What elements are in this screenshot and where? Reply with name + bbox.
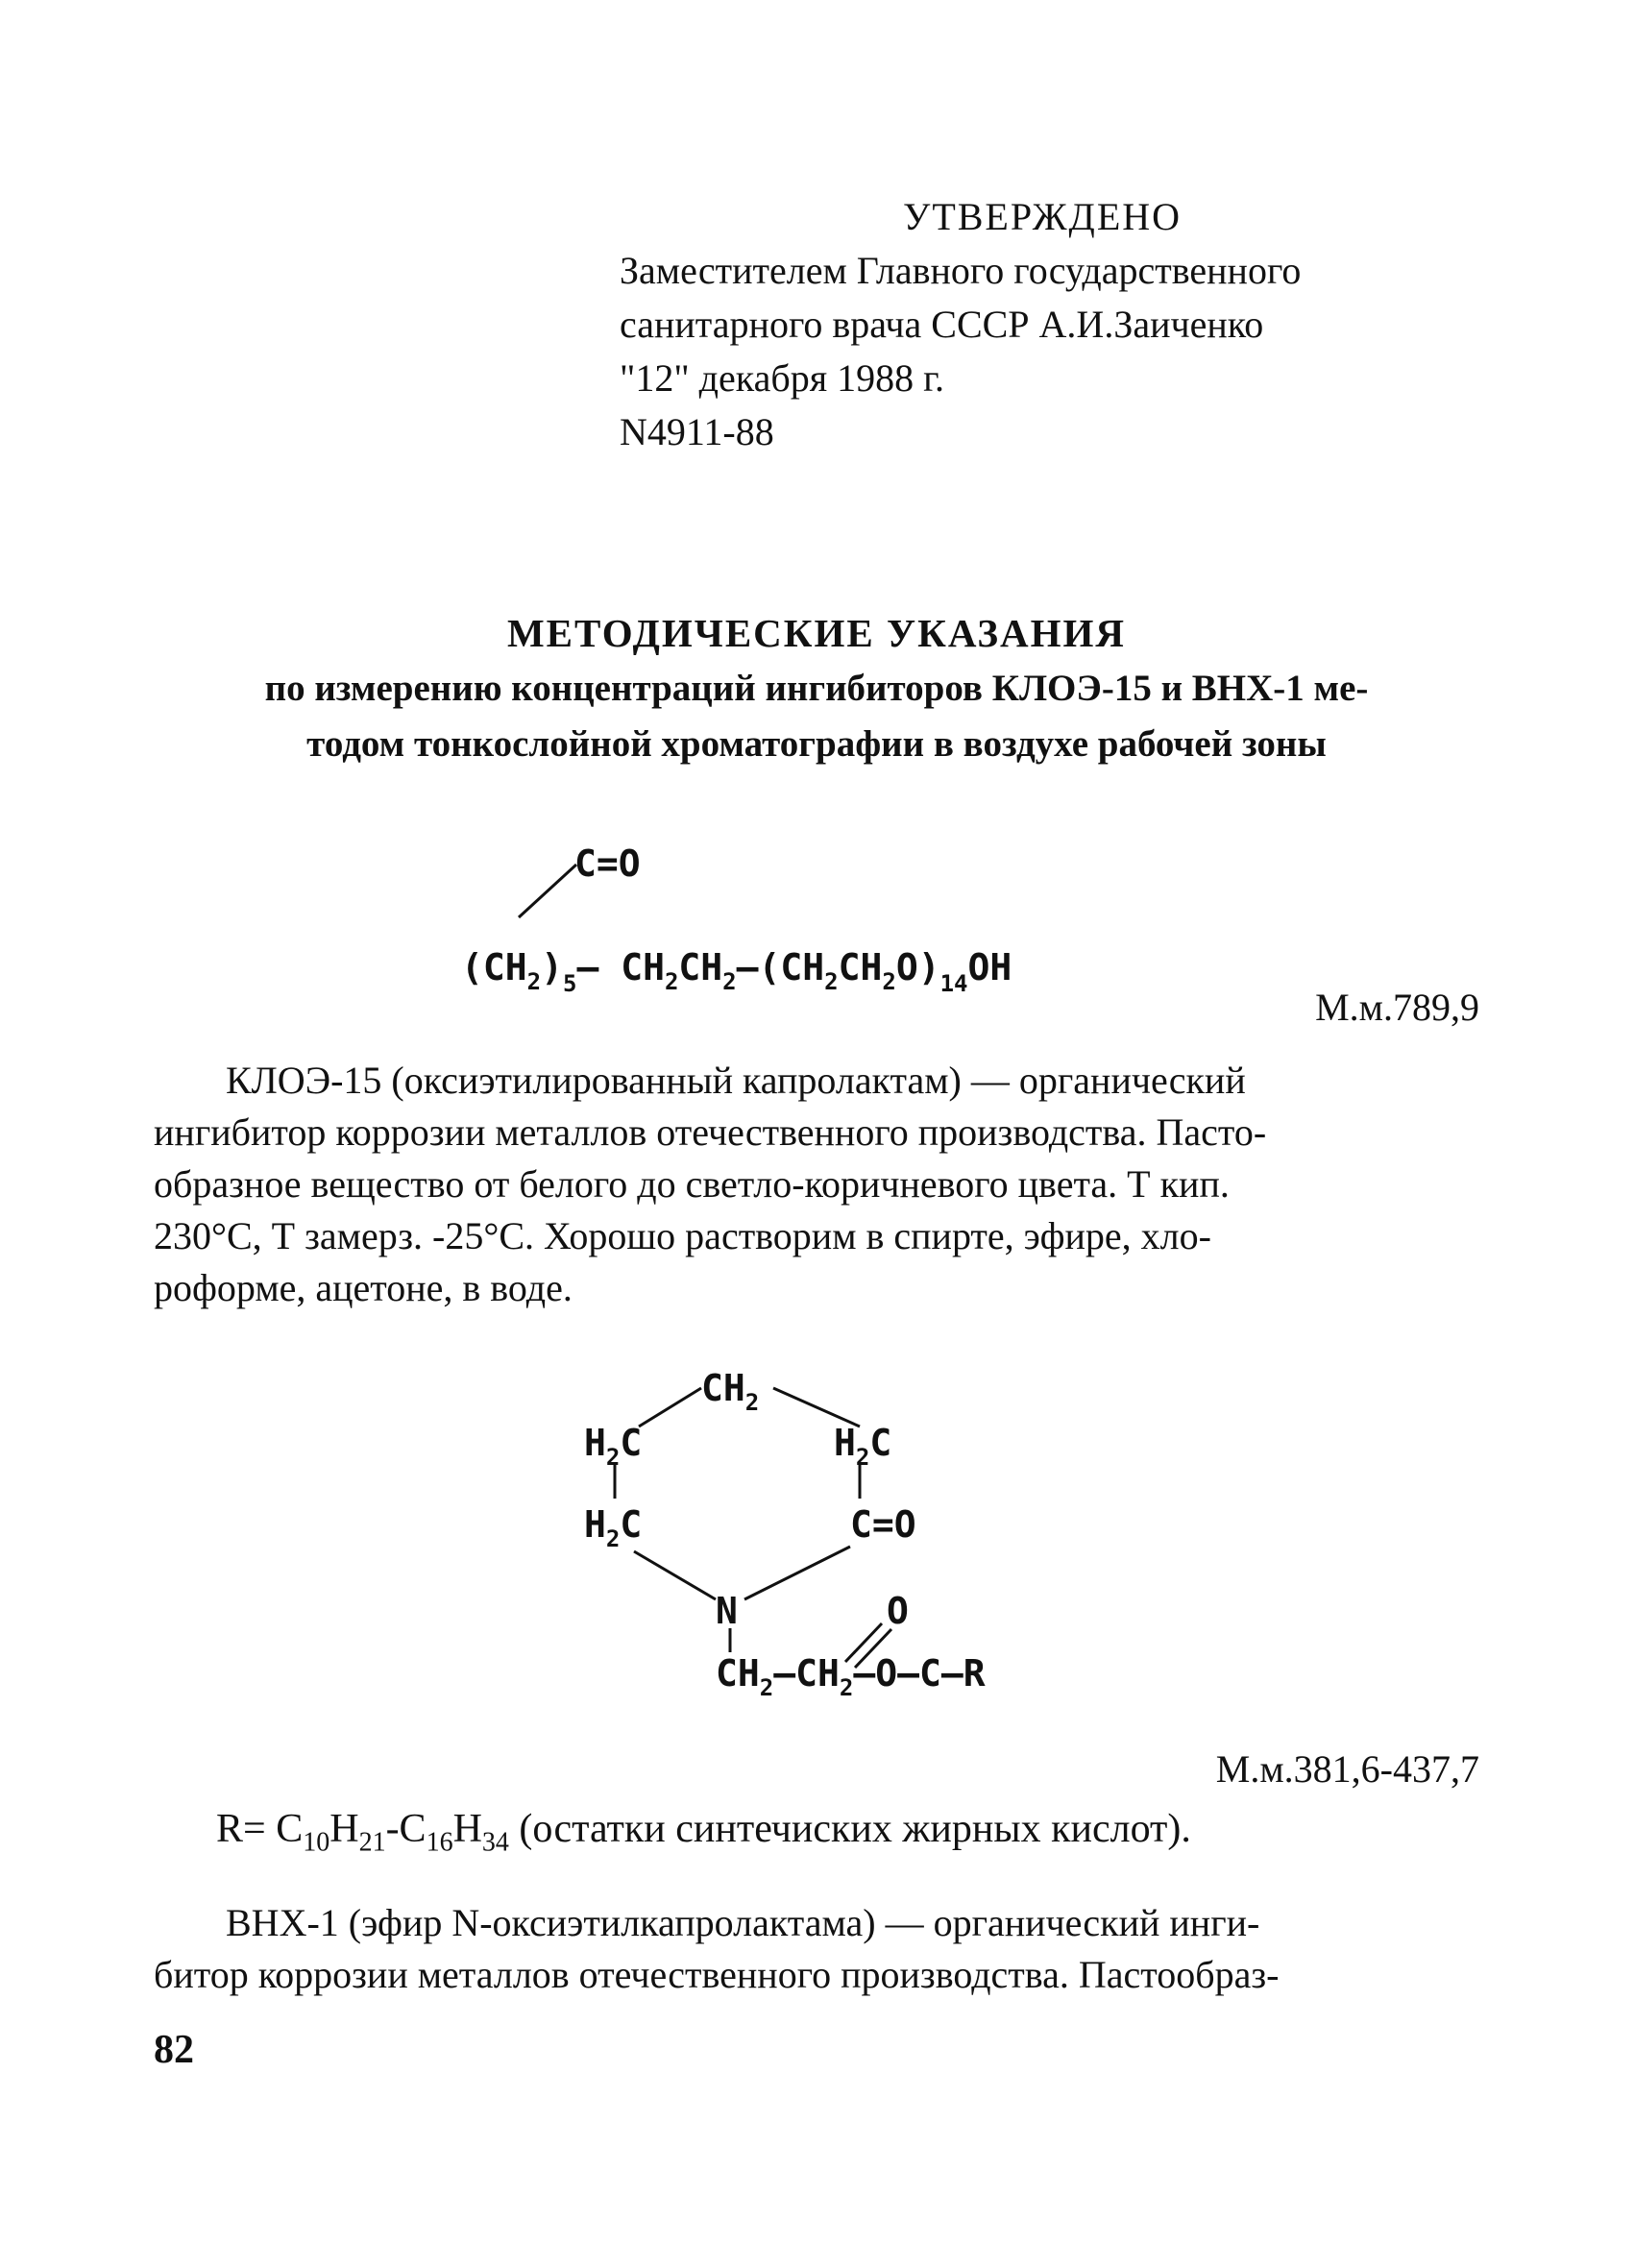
r-mid: -C (385, 1807, 427, 1851)
ring-top-ch: CH (701, 1367, 745, 1409)
paragraph-vnkh1 (154, 1897, 1479, 2001)
document-title (134, 605, 1499, 772)
paragraph1-line-1: КЛОЭ-15 (оксиэтилированный капролактам) — органический (226, 1059, 1246, 1102)
tail-sub: 2 (759, 1674, 774, 1701)
paragraph-kloe15 (154, 1055, 1479, 1314)
approval-line-4: N4911-88 (620, 410, 774, 453)
formula1-sub: 2 (882, 968, 896, 995)
r-prefix: R= C (216, 1807, 304, 1851)
formula1-sub: 2 (722, 968, 737, 995)
r-sub-1: 10 (303, 1827, 330, 1858)
paragraph1-line-5: роформе, ацетоне, в воде. (154, 1266, 573, 1309)
formula1-chain-g: OH (967, 946, 1012, 988)
formula1-chain-b: — CH (576, 946, 665, 988)
tail-a: CH (716, 1652, 760, 1695)
ring-bond (773, 1388, 860, 1427)
formula1-sub: 2 (526, 968, 542, 995)
paragraph1-line-4: 230°С, Т замерз. -25°С. Хорошо растворим в спирте, эфире, хло- (154, 1214, 1211, 1257)
svg-text:(CH2)5— CH2CH2—(CH2CH2O)14OH (461, 946, 1012, 997)
tail-c: —O—C—R (853, 1652, 986, 1695)
tail-sub: 2 (839, 1674, 854, 1701)
r-h-1: H (329, 1807, 359, 1851)
formula1-chain-e: CH (838, 946, 883, 988)
page-number: 82 (154, 2028, 194, 2072)
ring-left2-c: C (620, 1503, 643, 1546)
r-sub-3: 16 (426, 1827, 453, 1858)
formula1-sub14: 14 (939, 970, 968, 997)
r-suffix: (остатки синтечиских жирных кислот). (508, 1807, 1191, 1851)
ring-bond (639, 1388, 701, 1427)
ester-oxygen: O (887, 1590, 909, 1632)
svg-text:CH2—CH2—O—C—R (716, 1652, 986, 1701)
formula1-sub5: 5 (562, 970, 577, 997)
r-sub-2: 21 (358, 1827, 386, 1858)
ring-left2-h: H (584, 1503, 606, 1546)
ring-bond (744, 1547, 850, 1599)
ring-left1-h: H (584, 1422, 606, 1464)
formula1-bond (519, 865, 576, 917)
svg-text:H2C (584, 1422, 642, 1471)
ring-carbonyl: C=O (850, 1503, 916, 1546)
formula1-chain-d: —(CH (736, 946, 825, 988)
r-sub-4: 34 (481, 1827, 509, 1858)
ring-top-sub: 2 (744, 1389, 760, 1416)
svg-text:CH2 (701, 1367, 759, 1416)
formula1-chain-a: (CH (461, 946, 527, 988)
tail-b: —CH (773, 1652, 840, 1695)
ring-right-c: C (869, 1422, 892, 1464)
formula1-sub: 2 (824, 968, 839, 995)
formula-kloe15 (451, 836, 1143, 999)
svg-text:H2C (834, 1422, 891, 1471)
title-main: МЕТОДИЧЕСКИЕ УКАЗАНИЯ (506, 611, 1127, 655)
paragraph1-line-2: ингибитор коррозии металлов отечественного производства. Пасто- (154, 1110, 1267, 1154)
r-definition (216, 1806, 1191, 1858)
paragraph1-line-3: образное вещество от белого до светло-коричневого цвета. Т кип. (154, 1162, 1230, 1206)
approval-block (620, 190, 1465, 459)
formula1-close: ) (541, 946, 563, 988)
ring-left2-sub: 2 (605, 1525, 621, 1552)
formula2-mass: М.м.381,6-437,7 (1215, 1747, 1479, 1791)
formula-vnkh1 (557, 1354, 1134, 1710)
ring-left1-sub: 2 (605, 1444, 621, 1471)
formula1-top: C=O (574, 842, 641, 885)
ring-bond (634, 1551, 716, 1599)
formula1-sub: 2 (664, 968, 679, 995)
approval-line-3: "12" декабря 1988 г. (620, 356, 944, 400)
formula1-chain-f: O) (895, 946, 940, 988)
formula1-mass: М.м.789,9 (1315, 986, 1479, 1029)
approval-line-1: Заместителем Главного государственного (620, 249, 1302, 292)
approval-heading: УТВЕРЖДЕНО (903, 195, 1183, 238)
paragraph2-line-1: ВНХ-1 (эфир N-оксиэтилкапролактама) — органический инги- (226, 1901, 1260, 1944)
formula1-chain-c: CH (678, 946, 723, 988)
r-h-2: H (452, 1807, 482, 1851)
ring-nitrogen: N (716, 1590, 738, 1632)
paragraph2-line-2: битор коррозии металлов отечественного производства. Пастообраз- (154, 1953, 1280, 1996)
title-sub-2: тодом тонкослойной хроматографии в воздухе рабочей зоны (306, 723, 1327, 765)
title-sub-1: по измерению концентраций ингибиторов КЛОЭ-15 и ВНХ-1 ме- (264, 668, 1369, 709)
approval-line-2: санитарного врача СССР А.И.Заиченко (620, 303, 1264, 346)
ring-left1-c: C (620, 1422, 643, 1464)
ring-right-h: H (834, 1422, 856, 1464)
ring-right-sub: 2 (855, 1444, 870, 1471)
svg-text:H2C (584, 1503, 642, 1552)
